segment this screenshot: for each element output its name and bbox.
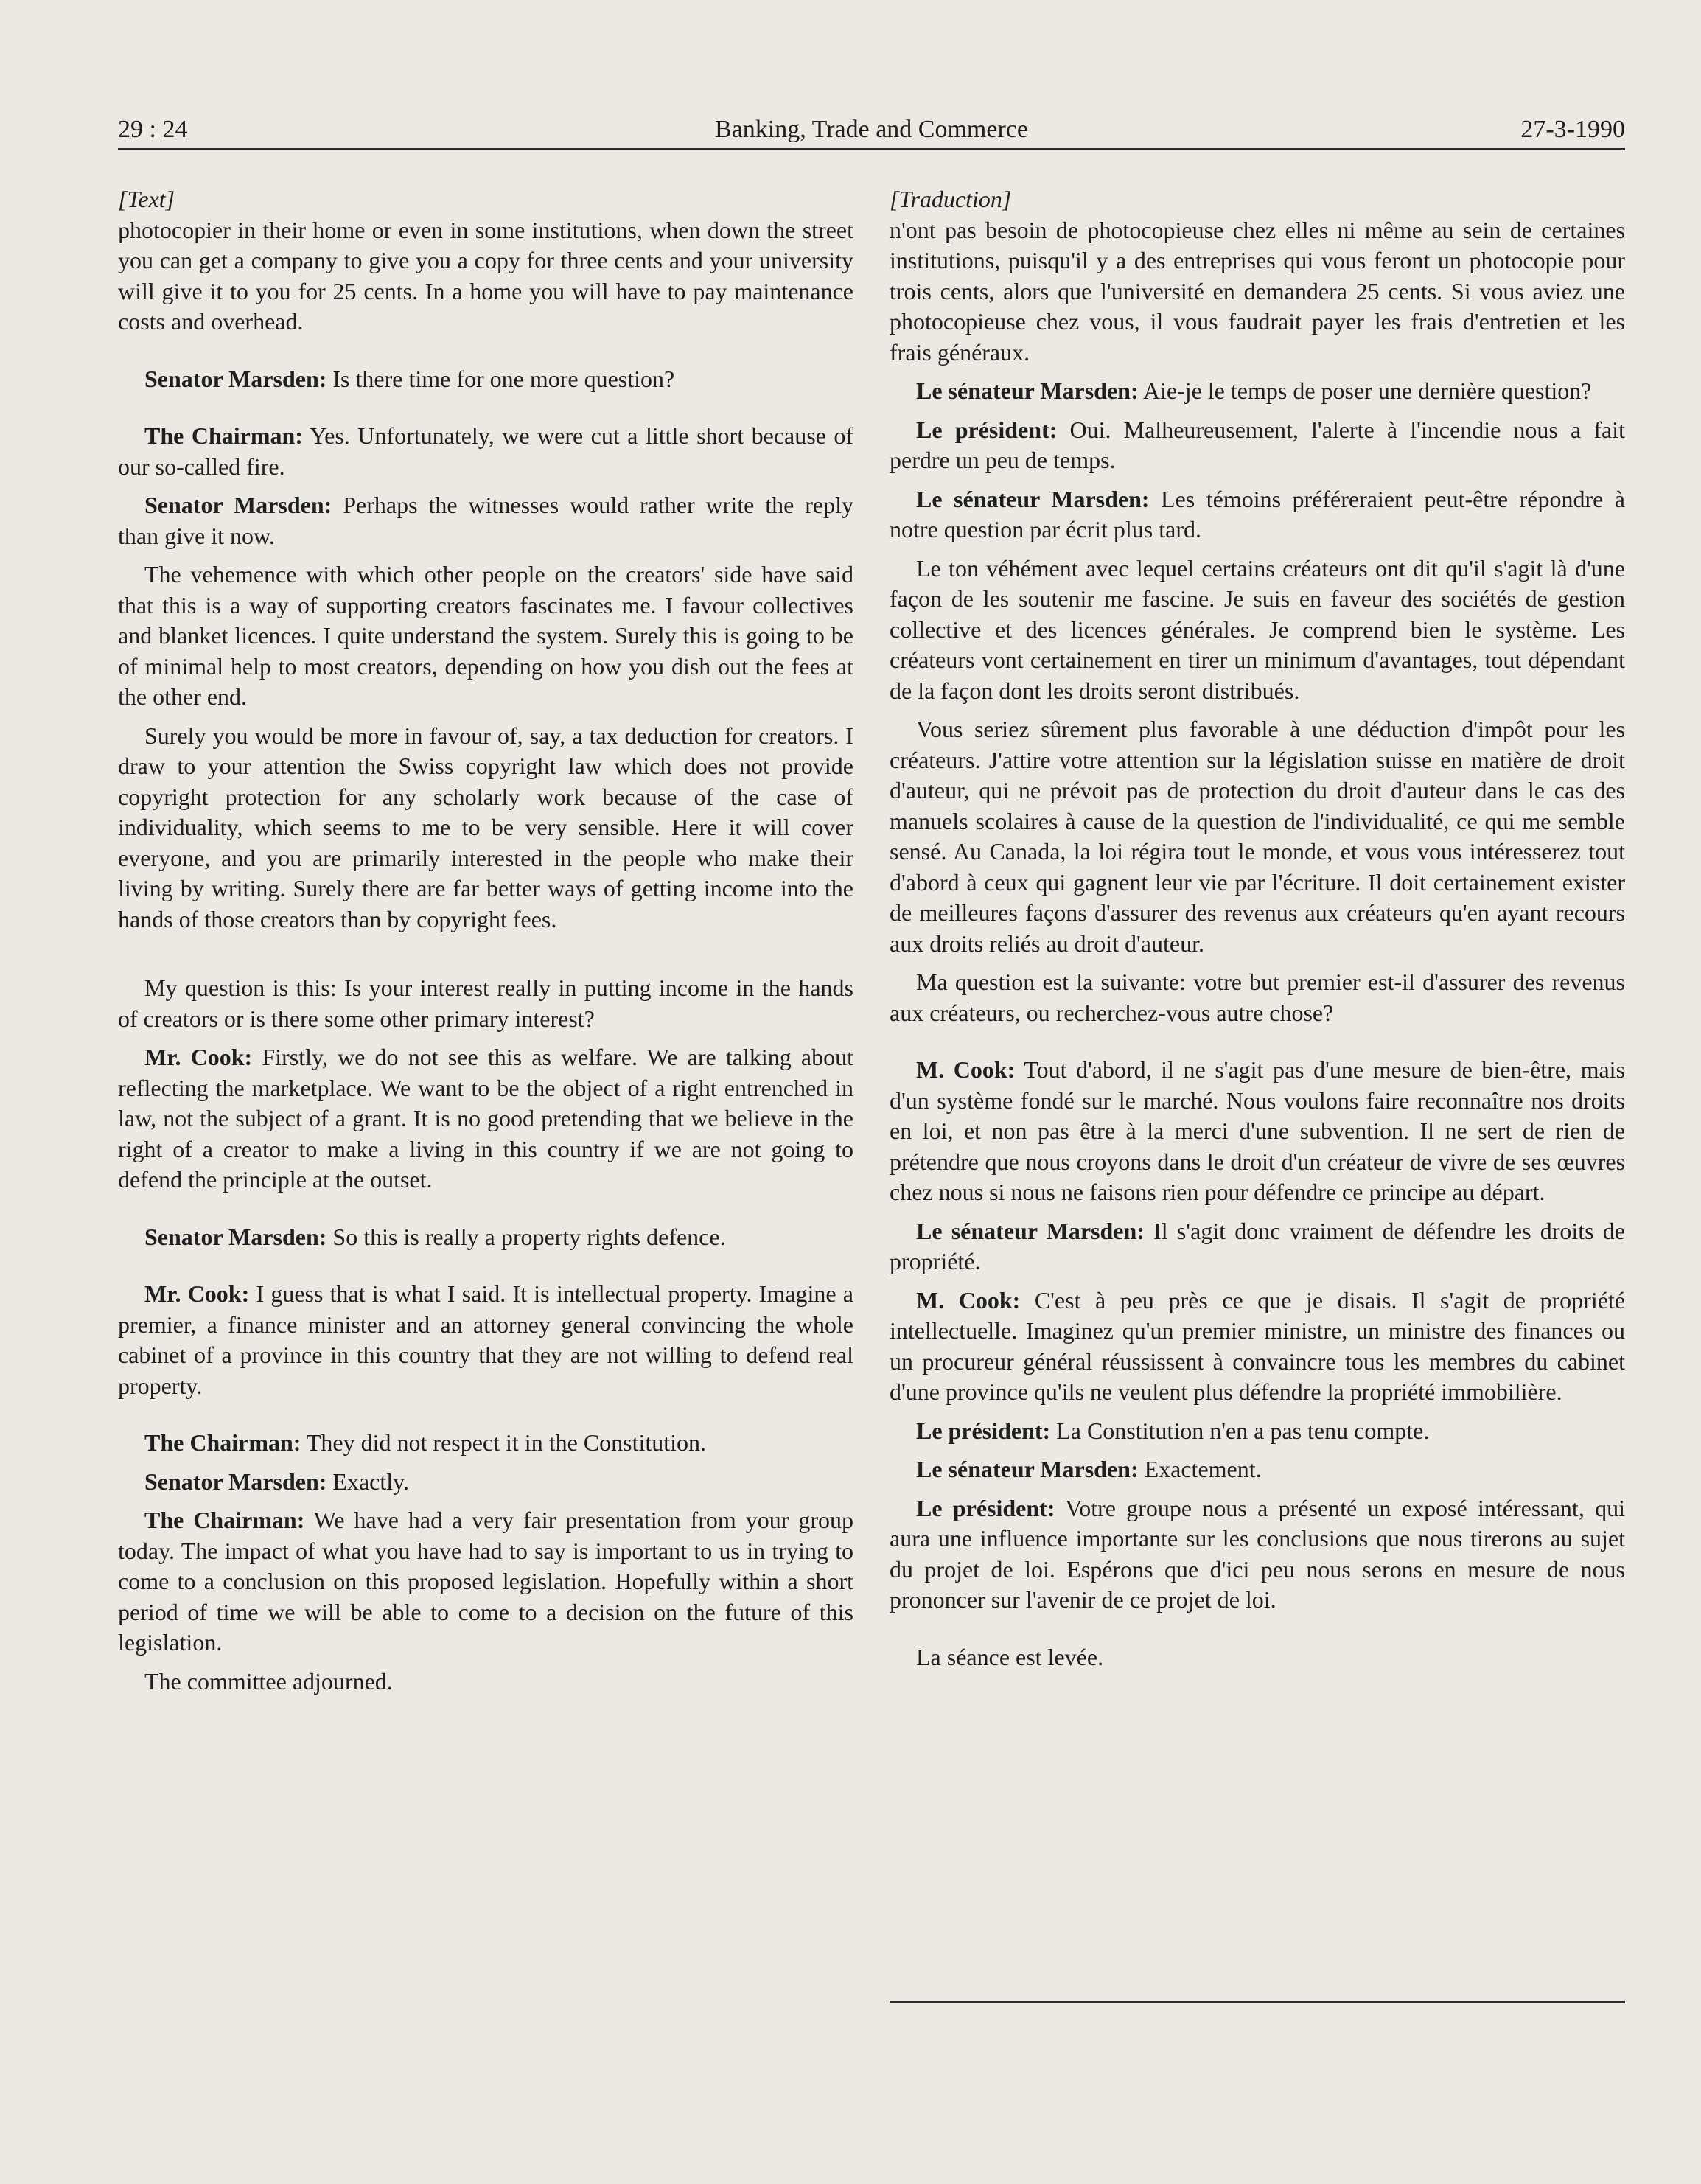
paragraph: n'ont pas besoin de photocopieuse chez elles ni même au sein de certaines institutions, puisqu'il y a des entreprises qui vous feront un photocopie pour trois cents, alors que l'université en demandera 25 cents. Si vous aviez une photocopieuse chez vous, il vous faudrait payer les frais d'entretien et les frais généraux. [890,216,1625,366]
speech-text: Il s'agit donc vraiment de défendre les droits de propriété. [890,1217,1626,1274]
speaker-name: Le sénateur Marsden: [916,377,1139,404]
paragraph: My question is this: Is your interest really in putting income in the hands of creators or is there some other primary interest? [118,974,853,1032]
paragraph: photocopier in their home or even in some institutions, when down the street you can get a company to give you a copy for three cents and your university will give it to you for 25 cents. In a home you will have to pay maintenance costs and overhead. [118,216,853,335]
speech-text: Les témoins préféreraient peut-être répondre à notre question par écrit plus tard. [890,485,1626,542]
speech-text: Exactly. [326,1468,410,1495]
header-rule [118,148,1625,150]
paragraph: The vehemence with which other people on the creators' side have said that this is a way of supporting creators fascinates me. I favour collectives and blanket licences. I quite understand the system. Surely this is going to be of minimal help to most creators, depending on how you dish out the fees at the other end. [118,561,853,710]
speech-text: Oui. Malheureusement, l'alerte à l'incendie nous a fait perdre un peu de temps. [890,416,1626,473]
paragraph [118,1222,853,1253]
speaker-name: Le sénateur Marsden: [916,1217,1145,1244]
speaker-name: Le président: [916,1417,1051,1444]
paragraph [890,1216,1625,1277]
french-column [890,184,1625,1681]
paragraph [118,364,853,395]
speaker-name: Senator Marsden: [144,365,327,392]
paragraph: Surely you would be more in favour of, say, a tax deduction for creators. I draw to your attention the Swiss copyright law which does not provide copyright protection for any scholarly work because of the case of individuality, which seems to me to be very sensible. Here it will cover everyone, and you are primarily interested in the people who make their living by writing. Surely there are far better ways of getting income into the hands of those creators than by copyright fees. [118,722,853,932]
adjournment-note: The committee adjourned. [144,1667,393,1695]
speech-text: I guess that is what I said. It is intellectual property. Imagine a premier, a finance minister and an attorney general convincing the whole cabinet of a province in this country that they are not willing to defend real property. [118,1280,854,1399]
speech-text: Is there time for one more question? [326,365,675,392]
speech-text: Votre groupe nous a présenté un exposé intéressant, qui aura une influence importante sur les conclusions que nous tirerons au sujet du projet de loi. Espérons que d'ici peu nous serons en mesure de nous prononcer sur l'avenir de ce projet de loi. [890,1494,1626,1613]
speaker-name: The Chairman: [144,1507,305,1533]
speaker-name: Le sénateur Marsden: [916,1456,1139,1482]
paragraph [118,490,853,551]
paragraph [118,1428,853,1459]
paragraph [890,1454,1625,1485]
paragraph [118,1279,853,1401]
paragraph [890,1416,1625,1447]
paragraph [890,1055,1625,1208]
speaker-name: Senator Marsden: [144,1223,327,1250]
paragraph [890,1285,1625,1408]
speaker-name: The Chairman: [144,422,303,449]
speech-text: Aie-je le temps de poser une dernière question? [1138,377,1592,404]
speech-text: So this is really a property rights defence. [326,1223,726,1250]
page-header [118,112,1625,147]
paragraph [118,421,853,482]
paragraph [118,1467,853,1498]
speech-text: Firstly, we do not see this as welfare. We are talking about reflecting the marketplace. We want to be the object of a right entrenched in law, not the subject of a grant. It is no good pretending that we believe in the right of a creator to make a living in this country if we are not going to defend the principle at the outset. [118,1044,854,1193]
speech-text: La Constitution n'en a pas tenu compte. [1050,1417,1430,1444]
paragraph [890,376,1625,407]
paragraph: Ma question est la suivante: votre but premier est-il d'assurer des revenus aux créateurs, ou recherchez-vous autre chose? [890,969,1625,1026]
speaker-name: Le président: [916,1494,1055,1521]
speaker-name: Mr. Cook: [144,1044,253,1070]
column-label: [Traduction] [890,186,1012,212]
footer-rule [890,2001,1625,2003]
speech-text: Perhaps the witnesses would rather write the reply than give it now. [118,492,854,549]
column-label: [Text] [118,186,175,212]
page-date: 27-3-1990 [1520,116,1625,143]
adjournment-note: La séance est levée. [916,1643,1104,1670]
speaker-name: Senator Marsden: [144,492,332,518]
paragraph [890,484,1625,545]
speech-text: We have had a very fair presentation from your group today. The impact of what you have had to say is important to us in trying to come to a conclusion on this proposed legislation. Hopefully within a short period of time we will be able to come to a decision on the future of this legislation. [118,1507,854,1656]
speech-text: Tout d'abord, il ne s'agit pas d'une mesure de bien-être, mais d'un système fondé sur le marché. Nous voulons faire reconnaître nos droits en loi, et non pas être à la merci d'une subvention. Il ne sert de rien de prétendre que nous croyons dans le droit d'un créateur de vivre de ses œuvres chez nous si nous ne faisons rien pour défendre ce principe au départ. [890,1056,1626,1205]
english-column [118,184,853,1705]
speech-text: They did not respect it in the Constitution. [301,1429,707,1456]
paragraph: Vous seriez sûrement plus favorable à une déduction d'impôt pour les créateurs. J'attire votre attention sur la législation suisse en matière de droit d'auteur, qui ne prévoit pas de protection du droit d'auteur dans le cas des manuels scolaires à cause de la question de l'individualité, ce qui me semble sensé. Au Canada, la loi régira tout le monde, et vous vous intéresserez tout d'abord à ceux qui gagnent leur vie par l'écriture. Il doit certainement exister de meilleures façons d'assurer des revenus aux créateurs qu'en ayant recours aux droits reliés au droit d'auteur. [890,716,1625,957]
paragraph [890,415,1625,476]
page-number: 29 : 24 [118,116,188,143]
paragraph [118,1042,853,1196]
speaker-name: Le sénateur Marsden: [916,485,1150,512]
speech-text: C'est à peu près ce que je disais. Il s'agit de propriété intellectuelle. Imaginez qu'un premier ministre, un ministre des finances ou un procureur général réussissent à convaincre tous les membres du cabinet d'une province qu'ils ne veulent plus défendre la propriété immobilière. [890,1286,1626,1405]
speaker-name: The Chairman: [144,1429,301,1456]
speaker-name: M. Cook: [916,1286,1021,1313]
speaker-name: Mr. Cook: [144,1280,250,1307]
speaker-name: Le président: [916,416,1058,443]
page-title: Banking, Trade and Commerce [715,116,1028,143]
paragraph [890,1493,1625,1616]
speaker-name: Senator Marsden: [144,1468,327,1495]
speech-text: Yes. Unfortunately, we were cut a little short because of our so-called fire. [118,422,854,480]
speaker-name: M. Cook: [916,1056,1016,1083]
speech-text: Exactement. [1138,1456,1262,1482]
paragraph [118,1505,853,1658]
paragraph: Le ton véhément avec lequel certains créateurs ont dit qu'il s'agit là d'une façon de les soutenir me fascine. Je suis en faveur des sociétés de gestion collective et des licences générales. Je comprend bien le système. Les créateurs vont certainement en tirer un minimum d'avantages, tout dépendant de la façon dont les droits seront distribués. [890,554,1625,704]
